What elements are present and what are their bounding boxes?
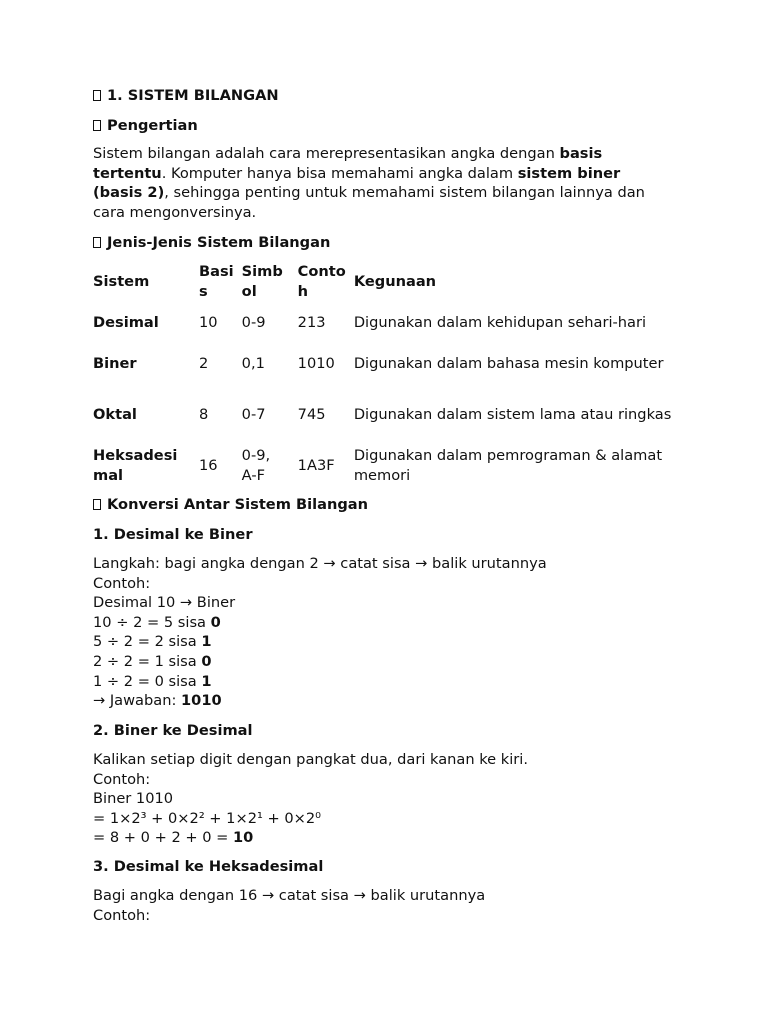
table-cell: Digunakan dalam bahasa mesin komputer xyxy=(353,355,664,373)
table-header-cell: Kegunaan xyxy=(353,273,437,291)
desimal-heksadesimal-body: Bagi angka dengan 16 → catat sisa → balik urutannya Contoh: xyxy=(93,887,486,924)
table-cell: 0-9 xyxy=(241,314,266,332)
table-cell: 8 xyxy=(199,406,209,424)
konversi-heading: Konversi Antar Sistem Bilangan xyxy=(93,495,673,515)
table-cell: 213 xyxy=(297,314,326,332)
table-cell: Digunakan dalam sistem lama atau ringkas xyxy=(353,406,672,424)
table-cell: Digunakan dalam kehidupan sehari-hari xyxy=(353,314,647,332)
table-cell: 745 xyxy=(297,406,326,424)
table-cell: 0,1 xyxy=(241,355,265,373)
table-header-cell: Sistem xyxy=(93,273,150,291)
table-cell: Oktal xyxy=(93,406,137,424)
table-cell: Biner xyxy=(93,355,137,373)
missing-glyph-icon xyxy=(93,90,101,101)
number-system-table xyxy=(89,258,678,490)
table-row xyxy=(89,340,678,388)
table-cell: 1A3F xyxy=(297,457,335,475)
table-cell: 0-7 xyxy=(241,406,266,424)
table-header-row xyxy=(89,258,678,306)
table-cell: 0-9, A-F xyxy=(241,447,271,484)
section-title: 1. SISTEM BILANGAN xyxy=(93,86,673,106)
table-cell: 10 xyxy=(199,314,218,332)
desimal-biner-body: Langkah: bagi angka dengan 2 → catat sisa → balik urutannya Contoh: Desimal 10 → Biner 10 ÷ 2 = 5 sisa 0 5 ÷ 2 = 2 sisa 1 2 ÷ 2 = 1 sisa 0 1 ÷ 2 = 0 sisa 1 → Jawaban: 1010 xyxy=(93,555,547,710)
table-header-cell: Basi s xyxy=(199,263,234,300)
missing-glyph-icon xyxy=(93,120,101,131)
table-cell: Heksadesi mal xyxy=(93,447,178,484)
desimal-biner-heading: 1. Desimal ke Biner xyxy=(93,526,253,543)
desimal-heksadesimal-heading: 3. Desimal ke Heksadesimal xyxy=(93,858,324,875)
table-cell: 2 xyxy=(199,355,209,373)
biner-desimal-heading: 2. Biner ke Desimal xyxy=(93,722,253,739)
jenis-heading: Jenis-Jenis Sistem Bilangan xyxy=(93,233,673,253)
table-cell: 16 xyxy=(199,457,218,475)
table-row xyxy=(89,306,678,340)
table-cell: 1010 xyxy=(297,355,335,373)
intro-paragraph: Sistem bilangan adalah cara merepresentasikan angka dengan basis tertentu. Komputer hanya bisa memahami angka dalam sistem biner (basis 2), sehingga penting untuk memahami sistem bilangan lainnya dan cara mengonversinya. xyxy=(93,145,645,221)
table-cell: Digunakan dalam pemrograman & alamat memori xyxy=(353,447,663,484)
table-header-cell: Conto h xyxy=(297,263,346,300)
biner-desimal-body: Kalikan setiap digit dengan pangkat dua, dari kanan ke kiri. Contoh: Biner 1010 = 1×2³ + 0×2² + 1×2¹ + 0×2⁰ = 8 + 0 + 2 + 0 = 10 xyxy=(93,751,528,847)
table-row xyxy=(89,388,678,442)
missing-glyph-icon xyxy=(93,499,101,510)
table-cell: Desimal xyxy=(93,314,159,332)
table-row xyxy=(89,442,678,490)
pengertian-heading: Pengertian xyxy=(93,116,673,136)
table-header-cell: Simb ol xyxy=(241,263,283,300)
missing-glyph-icon xyxy=(93,237,101,248)
